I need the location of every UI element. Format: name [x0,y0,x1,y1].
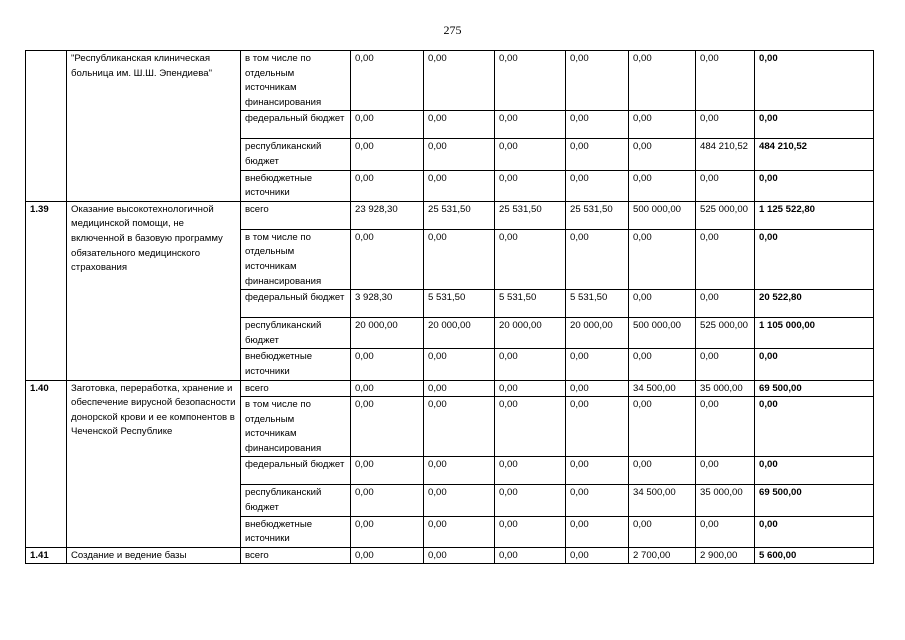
year-value: 0,00 [351,349,424,380]
year-value: 0,00 [566,457,629,485]
funding-source: всего [241,547,351,564]
section-index: 1.39 [26,201,67,380]
year-value: 0,00 [629,516,696,547]
year-value: 0,00 [424,51,495,111]
section-index: 1.41 [26,547,67,564]
total-value: 69 500,00 [755,485,874,516]
total-value: 0,00 [755,397,874,457]
total-value: 0,00 [755,170,874,201]
funding-source: внебюджетные источники [241,349,351,380]
funding-source: федеральный бюджет [241,457,351,485]
year-value: 0,00 [696,170,755,201]
year-value: 0,00 [424,457,495,485]
year-value: 0,00 [424,516,495,547]
year-value: 0,00 [629,170,696,201]
year-value: 0,00 [696,349,755,380]
table-row [26,547,874,564]
year-value: 0,00 [351,516,424,547]
year-value: 0,00 [629,111,696,139]
year-value: 0,00 [424,111,495,139]
funding-source: республиканский бюджет [241,318,351,349]
funding-source: республиканский бюджет [241,139,351,170]
year-value: 0,00 [566,170,629,201]
year-value: 0,00 [629,457,696,485]
year-value: 0,00 [566,139,629,170]
year-value: 0,00 [696,397,755,457]
year-value: 0,00 [495,380,566,397]
funding-source: федеральный бюджет [241,111,351,139]
year-value: 0,00 [629,397,696,457]
year-value: 0,00 [495,457,566,485]
year-value: 500 000,00 [629,318,696,349]
section-name: Оказание высокотехнологичной медицинской помощи, не включенной в базовую программу обязательного медицинского страхования [67,201,241,380]
year-value: 0,00 [351,111,424,139]
funding-source: в том числе по отдельным источникам финансирования [241,51,351,111]
funding-source: в том числе по отдельным источникам финансирования [241,229,351,289]
year-value: 20 000,00 [351,318,424,349]
year-value: 3 928,30 [351,290,424,318]
year-value: 5 531,50 [424,290,495,318]
year-value: 0,00 [696,457,755,485]
year-value: 0,00 [495,139,566,170]
year-value: 0,00 [566,380,629,397]
section-name: Создание и ведение базы [67,547,241,564]
table-row [26,201,874,229]
year-value: 0,00 [696,51,755,111]
year-value: 0,00 [424,349,495,380]
total-value: 1 105 000,00 [755,318,874,349]
year-value: 2 900,00 [696,547,755,564]
year-value: 0,00 [566,229,629,289]
year-value: 0,00 [629,51,696,111]
year-value: 0,00 [629,290,696,318]
year-value: 0,00 [495,397,566,457]
year-value: 0,00 [566,51,629,111]
funding-source: республиканский бюджет [241,485,351,516]
total-value: 0,00 [755,51,874,111]
year-value: 0,00 [495,349,566,380]
budget-table [25,50,874,564]
year-value: 20 000,00 [566,318,629,349]
year-value: 0,00 [566,485,629,516]
total-value: 484 210,52 [755,139,874,170]
year-value: 500 000,00 [629,201,696,229]
year-value: 25 531,50 [424,201,495,229]
year-value: 5 531,50 [495,290,566,318]
year-value: 0,00 [696,111,755,139]
year-value: 35 000,00 [696,485,755,516]
year-value: 25 531,50 [566,201,629,229]
page-number: 275 [443,23,462,37]
table-row [26,380,874,397]
year-value: 0,00 [424,139,495,170]
year-value: 0,00 [495,229,566,289]
year-value: 23 928,30 [351,201,424,229]
table-row [26,51,874,111]
year-value: 0,00 [351,139,424,170]
year-value: 0,00 [351,547,424,564]
year-value: 0,00 [351,485,424,516]
year-value: 0,00 [696,229,755,289]
total-value: 1 125 522,80 [755,201,874,229]
year-value: 0,00 [495,516,566,547]
section-name: Заготовка, переработка, хранение и обеспечение вирусной безопасности донорской крови и ее компонентов в Чеченской Республике [67,380,241,547]
year-value: 0,00 [351,397,424,457]
total-value: 0,00 [755,457,874,485]
year-value: 34 500,00 [629,380,696,397]
year-value: 0,00 [424,547,495,564]
total-value: 69 500,00 [755,380,874,397]
year-value: 0,00 [495,170,566,201]
year-value: 25 531,50 [495,201,566,229]
year-value: 34 500,00 [629,485,696,516]
funding-source: внебюджетные источники [241,516,351,547]
year-value: 0,00 [495,485,566,516]
year-value: 0,00 [424,397,495,457]
year-value: 0,00 [424,485,495,516]
year-value: 0,00 [424,170,495,201]
table-body [26,51,874,564]
year-value: 0,00 [495,547,566,564]
year-value: 2 700,00 [629,547,696,564]
year-value: 0,00 [351,51,424,111]
year-value: 0,00 [351,229,424,289]
total-value: 0,00 [755,349,874,380]
year-value: 0,00 [566,397,629,457]
total-value: 5 600,00 [755,547,874,564]
year-value: 0,00 [696,516,755,547]
year-value: 0,00 [696,290,755,318]
year-value: 5 531,50 [566,290,629,318]
year-value: 0,00 [495,51,566,111]
funding-source: в том числе по отдельным источникам финансирования [241,397,351,457]
funding-source: федеральный бюджет [241,290,351,318]
year-value: 0,00 [629,349,696,380]
year-value: 0,00 [351,457,424,485]
year-value: 484 210,52 [696,139,755,170]
total-value: 0,00 [755,229,874,289]
year-value: 525 000,00 [696,318,755,349]
year-value: 0,00 [424,380,495,397]
section-index: 1.40 [26,380,67,547]
total-value: 0,00 [755,516,874,547]
year-value: 0,00 [424,229,495,289]
funding-source: внебюджетные источники [241,170,351,201]
year-value: 20 000,00 [424,318,495,349]
funding-source: всего [241,201,351,229]
section-index [26,51,67,202]
year-value: 35 000,00 [696,380,755,397]
year-value: 0,00 [566,547,629,564]
funding-source: всего [241,380,351,397]
year-value: 0,00 [566,349,629,380]
year-value: 525 000,00 [696,201,755,229]
section-name: "Республиканская клиническая больница им. Ш.Ш. Эпендиева" [67,51,241,202]
year-value: 0,00 [351,170,424,201]
year-value: 0,00 [566,111,629,139]
year-value: 0,00 [629,229,696,289]
year-value: 0,00 [351,380,424,397]
year-value: 0,00 [495,111,566,139]
year-value: 0,00 [566,516,629,547]
year-value: 0,00 [629,139,696,170]
total-value: 20 522,80 [755,290,874,318]
year-value: 20 000,00 [495,318,566,349]
total-value: 0,00 [755,111,874,139]
